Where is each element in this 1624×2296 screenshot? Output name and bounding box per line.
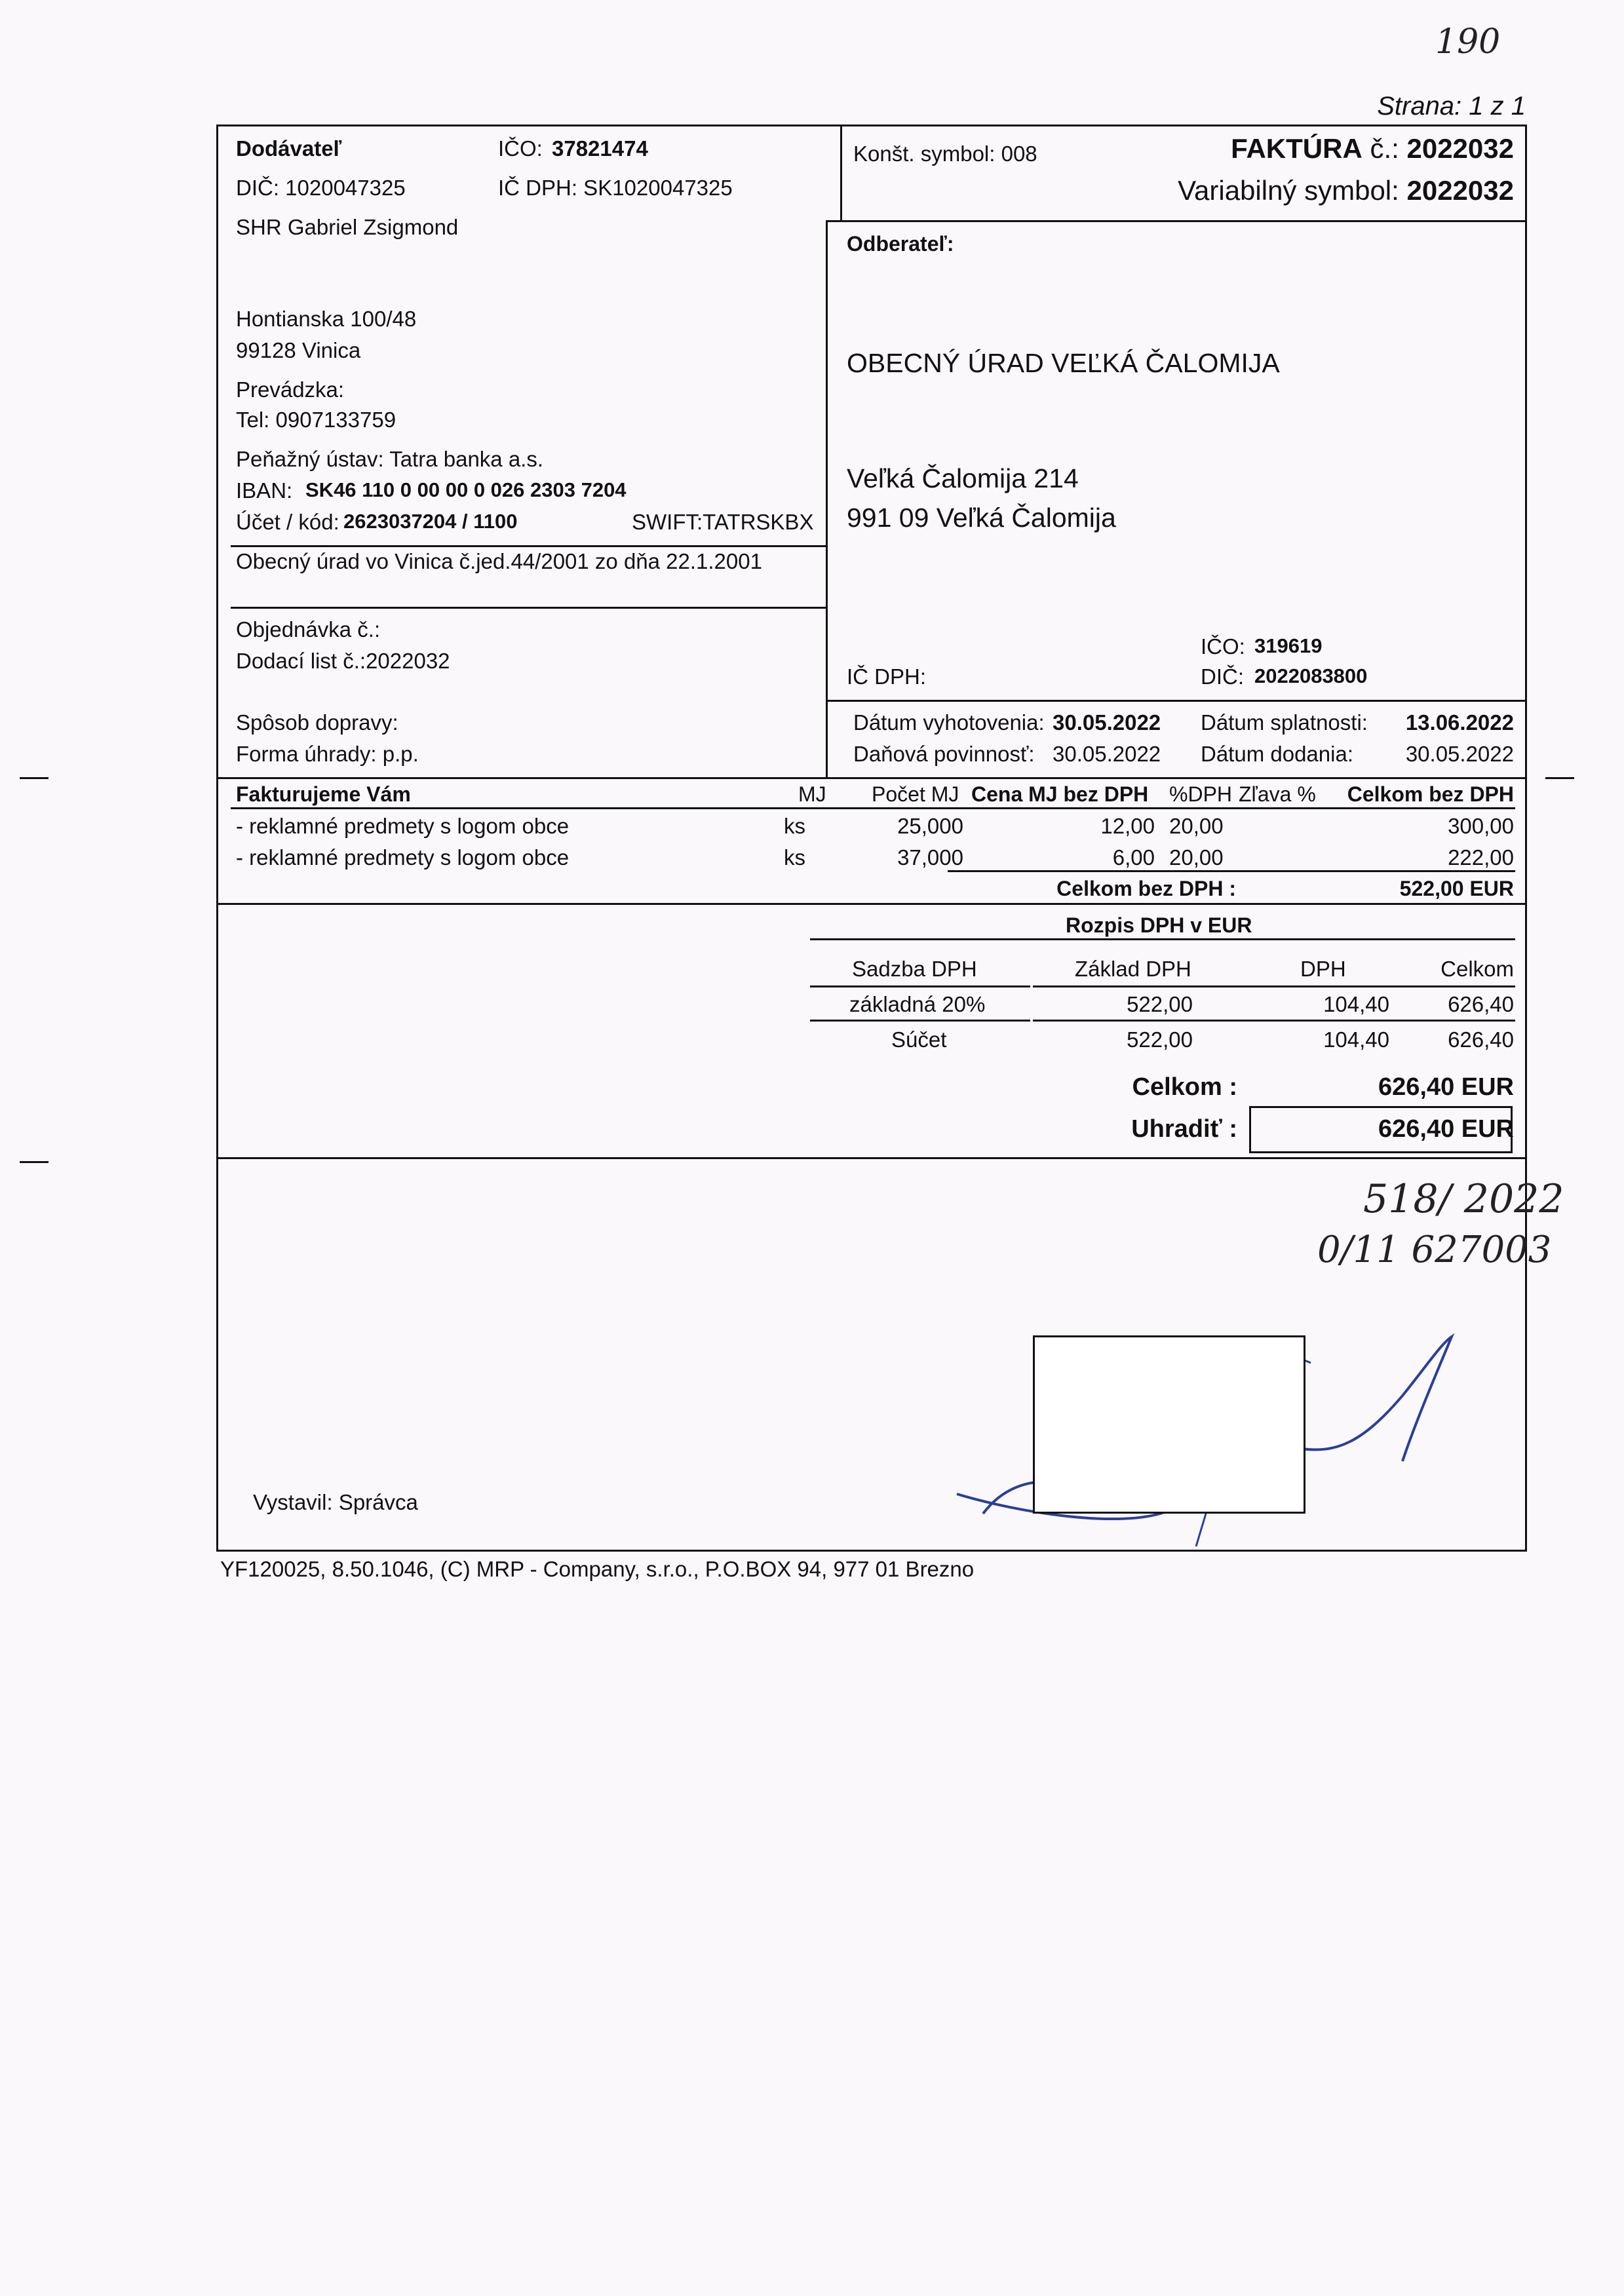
supplier-name: SHR Gabriel Zsigmond — [236, 215, 459, 239]
supplier-tel: Tel: 0907133759 — [236, 408, 396, 432]
supplier-city: 99128 Vinica — [236, 338, 361, 362]
variable-symbol — [1178, 177, 1514, 204]
customer-ic-dph: IČ DPH: — [847, 664, 927, 689]
divider-subtotal — [948, 870, 1515, 872]
supplier-account-label: Účet / kód: — [236, 510, 339, 534]
vat-header-base: Základ DPH — [1075, 957, 1191, 981]
item-quantity: 37,000 — [897, 845, 963, 870]
supplier-street: Hontianska 100/48 — [236, 307, 417, 331]
item-description: - reklamné predmety s logom obce — [236, 845, 570, 870]
supplier-heading: Dodávateľ — [236, 136, 342, 161]
divider-dates-left — [826, 700, 828, 778]
supplier-registration: Obecný úrad vo Vinica č.jed.44/2001 zo dňa 22.1.2001 — [236, 549, 762, 573]
item-vat: 20,00 — [1169, 814, 1224, 838]
page-label: Strana: 1 z 1 — [1377, 92, 1526, 121]
tax-date-label: Daňová povinnosť: — [853, 742, 1035, 766]
vat-base: 522,00 — [1127, 1027, 1193, 1052]
divider-vat-title — [810, 938, 1515, 940]
handwritten-note-2: 0/11 627003 — [1317, 1229, 1552, 1271]
item-quantity: 25,000 — [897, 814, 963, 838]
delivery-date-label: Dátum dodania: — [1201, 742, 1353, 766]
supplier-ic-dph: IČ DPH: SK1020047325 — [498, 176, 733, 200]
handwritten-page-number: 190 — [1435, 22, 1501, 62]
vat-header-vat: DPH — [1300, 957, 1346, 981]
vat-sum-label: Súčet — [891, 1027, 947, 1052]
amount-due: 626,40 EUR — [1378, 1115, 1514, 1143]
divider-dates-top — [826, 700, 1527, 702]
vat-amount: 104,40 — [1323, 992, 1389, 1016]
divider-customer-top — [826, 220, 1527, 222]
tax-date: 30.05.2022 — [1053, 742, 1161, 766]
customer-heading: Odberateľ: — [847, 232, 954, 256]
supplier-swift: SWIFT:TATRSKBX — [632, 510, 814, 534]
vat-header-rate: Sadzba DPH — [852, 957, 977, 981]
item-unit: ks — [784, 814, 805, 838]
col-header-total: Celkom bez DPH — [1347, 782, 1514, 806]
margin-mark-left-2 — [20, 1161, 48, 1163]
divider-vat-values — [1033, 985, 1515, 987]
vat-amount: 104,40 — [1323, 1027, 1389, 1052]
divider-registration-top — [231, 545, 826, 547]
vat-rate: základná 20% — [849, 992, 986, 1016]
item-description: - reklamné predmety s logom obce — [236, 814, 570, 838]
col-header-unit: MJ — [798, 782, 826, 806]
customer-dic: 2022083800 — [1254, 664, 1368, 687]
order-number: Objednávka č.: — [236, 617, 381, 641]
due-date: 13.06.2022 — [1405, 710, 1514, 735]
col-header-vat: %DPH — [1169, 782, 1233, 806]
grand-total: 626,40 EUR — [1378, 1073, 1514, 1101]
margin-mark-left-1 — [20, 777, 48, 779]
due-date-label: Dátum splatnosti: — [1201, 710, 1368, 735]
margin-mark-right-1 — [1545, 777, 1574, 779]
divider-vat-rate-2 — [810, 1020, 1030, 1022]
supplier-dic: DIČ: 1020047325 — [236, 176, 406, 200]
supplier-ico: 37821474 — [552, 136, 648, 161]
invoice-number: 2022032 — [1406, 133, 1514, 164]
invoice-title — [1231, 135, 1514, 163]
issue-date: 30.05.2022 — [1053, 710, 1161, 735]
col-header-discount: Zľava % — [1239, 782, 1316, 806]
divider-customer-left — [826, 220, 828, 700]
amount-due-label: Uhradiť : — [1131, 1115, 1237, 1143]
customer-ico-label: IČO: — [1201, 634, 1245, 659]
customer-name: OBECNÝ ÚRAD VEĽKÁ ČALOMIJA — [847, 348, 1280, 378]
supplier-iban: SK46 110 0 00 00 0 026 2303 7204 — [305, 478, 627, 501]
customer-ico: 319619 — [1254, 634, 1323, 657]
invoice-number-label: č.: — [1362, 133, 1407, 164]
item-total: 222,00 — [1448, 845, 1514, 870]
variable-symbol-label: Variabilný symbol: — [1178, 175, 1407, 206]
vat-total: 626,40 — [1448, 992, 1514, 1016]
supplier-ico-label: IČO: — [498, 136, 543, 161]
redacted-stamp — [1033, 1335, 1305, 1514]
constant-symbol: Konšt. symbol: 008 — [853, 142, 1037, 166]
supplier-bank: Peňažný ústav: Tatra banka a.s. — [236, 447, 544, 471]
issued-by: Vystavil: Správca — [253, 1490, 418, 1514]
delivery-date: 30.05.2022 — [1405, 742, 1514, 766]
divider-table-top — [216, 777, 1527, 779]
customer-dic-label: DIČ: — [1201, 664, 1244, 689]
col-header-description: Fakturujeme Vám — [236, 782, 411, 806]
divider-top-middle — [840, 124, 842, 221]
supplier-account: 2623037204 / 1100 — [343, 510, 518, 533]
transport-method: Spôsob dopravy: — [236, 710, 398, 735]
issue-date-label: Dátum vyhotovenia: — [853, 710, 1045, 735]
col-header-unit-price: Cena MJ bez DPH — [971, 782, 1149, 806]
subtotal-label: Celkom bez DPH : — [1056, 877, 1236, 900]
handwritten-note-1: 518/ 2022 — [1363, 1176, 1564, 1222]
item-total: 300,00 — [1448, 814, 1514, 838]
item-unit: ks — [784, 845, 805, 870]
divider-registration-bottom — [231, 607, 826, 609]
software-footer: YF120025, 8.50.1046, (C) MRP - Company, s.r.o., P.O.BOX 94, 977 01 Brezno — [220, 1557, 975, 1581]
divider-vat-values-2 — [1033, 1020, 1515, 1022]
vat-total: 626,40 — [1448, 1027, 1514, 1052]
payment-method: Forma úhrady: p.p. — [236, 742, 419, 766]
delivery-note: Dodací list č.:2022032 — [236, 649, 450, 673]
vat-base: 522,00 — [1127, 992, 1193, 1016]
invoice-title-label: FAKTÚRA — [1231, 133, 1363, 164]
item-vat: 20,00 — [1169, 845, 1224, 870]
customer-city: 991 09 Veľká Čalomija — [847, 503, 1116, 533]
divider-vat-rate — [810, 985, 1030, 987]
divider-table-bottom — [216, 903, 1527, 905]
grand-total-label: Celkom : — [1132, 1073, 1237, 1101]
vat-table-title: Rozpis DPH v EUR — [1066, 913, 1252, 937]
divider-table-header — [231, 807, 1515, 809]
vat-header-total: Celkom — [1440, 957, 1514, 981]
supplier-prevadzka: Prevádzka: — [236, 377, 345, 402]
supplier-iban-label: IBAN: — [236, 478, 293, 503]
col-header-quantity: Počet MJ — [872, 782, 959, 806]
subtotal-value: 522,00 EUR — [1399, 877, 1514, 900]
item-unit-price: 12,00 — [1100, 814, 1155, 838]
divider-summary-bottom — [216, 1157, 1527, 1159]
item-unit-price: 6,00 — [1112, 845, 1155, 870]
customer-street: Veľká Čalomija 214 — [847, 463, 1079, 493]
variable-symbol-value: 2022032 — [1406, 175, 1514, 206]
